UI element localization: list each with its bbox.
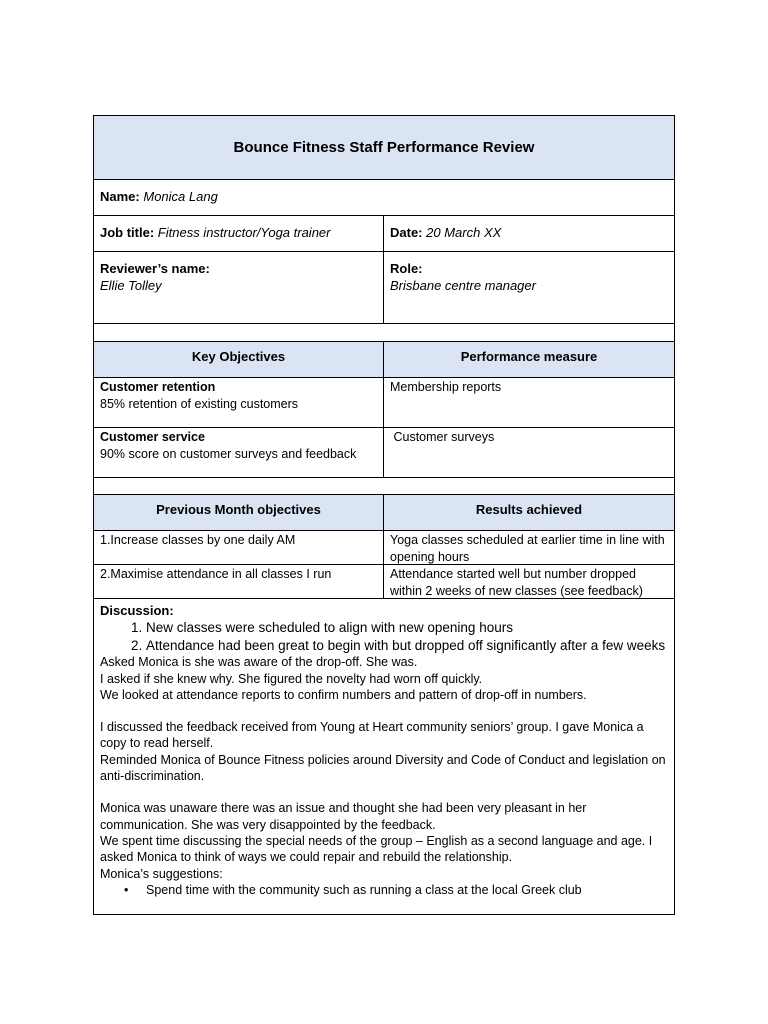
previous-row [94,564,674,598]
job-row [94,215,674,251]
objective-title: Customer service [100,430,205,444]
objective-title: Customer retention [100,380,216,394]
name-row [94,179,674,215]
suggestions-list [100,882,668,898]
discussion-line: Reminded Monica of Bounce Fitness policies around Diversity and Code of Conduct and legislation on anti-discrimination. [100,752,666,784]
name-label: Name: [100,189,140,204]
performance-measure-header: Performance measure [460,349,598,364]
discussion-line: Asked Monica is she was aware of the drop-off. She was. [100,655,418,670]
discussion-numbered-list [100,619,668,654]
discussion-line: Monica was unaware there was an issue and thought she had been very pleasant in her communication. She was very disappointed by the feedback. [100,801,587,832]
key-objectives-header: Key Objectives [94,342,384,377]
bullet-icon: • [124,882,129,897]
date-label: Date: [390,225,423,240]
previous-objectives-header: Previous Month objectives [94,495,384,530]
reviewer-value: Ellie Tolley [100,278,162,293]
job-title-value: Fitness instructor/Yoga trainer [157,225,331,240]
list-item: 1. New classes were scheduled to align with new opening hours [146,619,668,637]
name-value: Monica Lang [143,189,218,204]
objective-measure: Customer surveys [390,430,495,444]
list-item [124,882,668,898]
discussion-line: Monica’s suggestions: [100,866,223,881]
previous-objective: 2.Maximise attendance in all classes I run [94,565,384,598]
discussion-line: We looked at attendance reports to confirm numbers and pattern of drop-off in numbers. [100,687,587,702]
spacer-row [94,323,674,341]
suggestion-text: Spend time with the community such as running a class at the local Greek club [146,882,582,897]
result-achieved: Yoga classes scheduled at earlier time in line with opening hours [390,533,665,564]
result-achieved: Attendance started well but number dropped within 2 weeks of new classes (see feedback) [390,567,643,598]
objective-row [94,427,674,477]
objectives-header-row [94,341,674,377]
role-label: Role: [390,261,423,276]
list-item: 2. Attendance had been great to begin with but dropped off significantly after a few weeks [146,637,668,655]
previous-header-row [94,494,674,530]
results-achieved-header: Results achieved [475,502,583,517]
objective-detail: 90% score on customer surveys and feedback [100,447,357,461]
discussion-line: I discussed the feedback received from Young at Heart community seniors’ group. I gave Monica a copy to read herself. [100,720,644,751]
discussion-line: I asked if she knew why. She figured the novelty had worn off quickly. [100,671,483,686]
objective-row [94,377,674,427]
job-title-label: Job title: [100,225,155,240]
objective-measure: Membership reports [390,380,502,394]
previous-row [94,530,674,564]
discussion-label: Discussion: [100,603,174,618]
discussion-line: We spent time discussing the special needs of the group – English as a second language and age. I asked Monica to think of ways we could repair and rebuild the relationship. [100,833,653,865]
form-title: Bounce Fitness Staff Performance Review [233,139,535,156]
reviewer-row [94,251,674,323]
objective-detail: 85% retention of existing customers [100,397,299,411]
role-value: Brisbane centre manager [390,278,536,293]
performance-review-form [93,115,675,915]
spacer-row [94,477,674,494]
previous-objective: 1.Increase classes by one daily AM [94,531,384,564]
date-value: 20 March XX [426,225,502,240]
discussion-section [94,598,674,914]
reviewer-label: Reviewer’s name: [100,261,210,276]
title-row [94,116,674,179]
